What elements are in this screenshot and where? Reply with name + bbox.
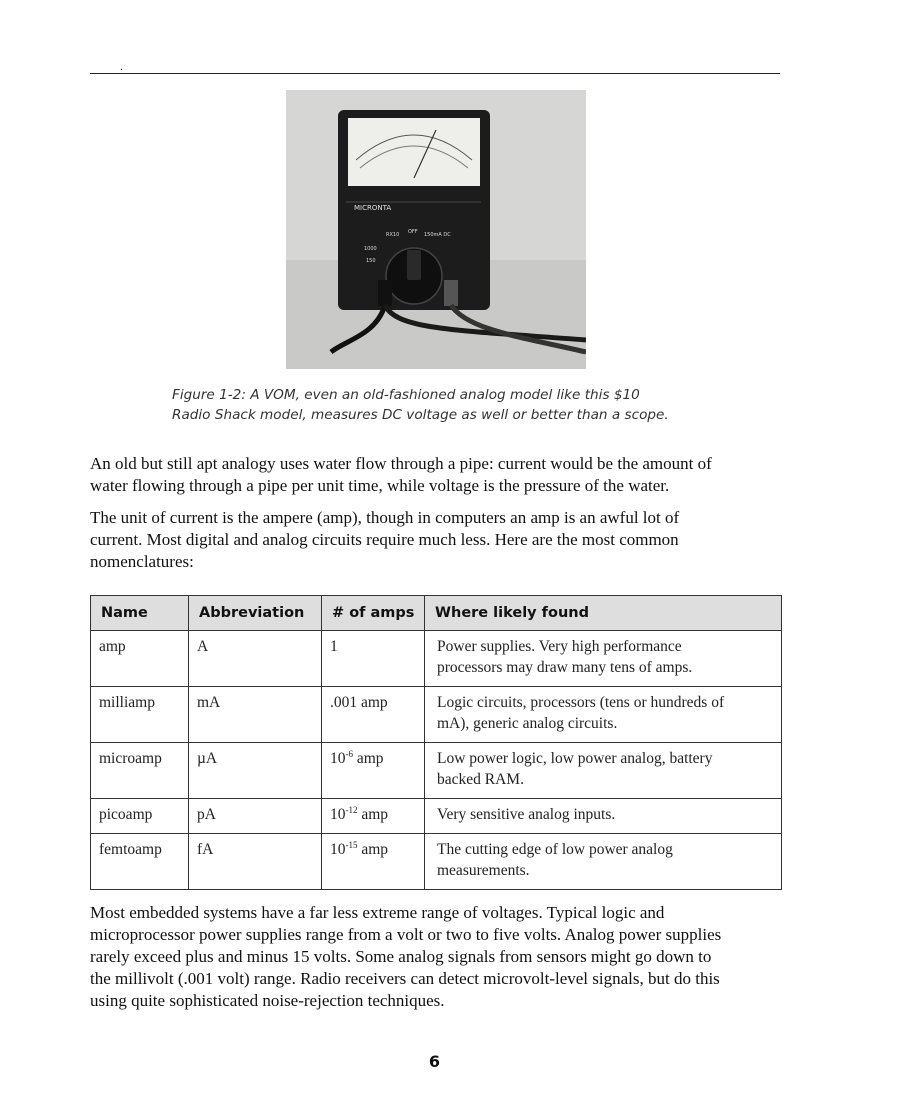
cell-where-found — [425, 799, 782, 834]
amps-unit: amp — [353, 750, 384, 767]
amps-exponent: -6 — [345, 748, 353, 759]
where-line: The cutting edge of low power analog — [437, 841, 673, 858]
paragraph-line: nomenclatures: — [90, 552, 194, 571]
caption-line: Radio Shack model, measures DC voltage as well or better than a scope. — [172, 407, 669, 423]
page-number: 6 — [428, 1052, 441, 1071]
meter-label-ma: 150mA DC — [424, 232, 451, 238]
paragraph-unit-of-current — [90, 507, 790, 573]
where-line: mA), generic analog circuits. — [437, 715, 618, 732]
paragraph-line: using quite sophisticated noise-rejection techniques. — [90, 991, 445, 1010]
cell-name: microamp — [91, 743, 189, 799]
cell-amps — [322, 631, 425, 687]
figure-caption — [172, 385, 772, 425]
where-line: Power supplies. Very high performance — [437, 638, 682, 655]
table-row — [91, 631, 782, 687]
cell-where-found — [425, 687, 782, 743]
cell-amps — [322, 687, 425, 743]
amps-base: 10 — [330, 841, 346, 858]
header-where-found: Where likely found — [425, 596, 782, 631]
cell-amps — [322, 834, 425, 890]
cell-name: femtoamp — [91, 834, 189, 890]
meter-label-1000: 1000 — [364, 246, 377, 252]
where-line: measurements. — [437, 862, 530, 879]
black-probe-plug — [378, 280, 392, 306]
caption-line: Figure 1-2: A VOM, even an old-fashioned analog model like this $10 — [172, 387, 640, 403]
cell-abbreviation: µA — [189, 743, 322, 799]
cell-abbreviation: A — [189, 631, 322, 687]
table-row — [91, 834, 782, 890]
paragraph-line: water flowing through a pipe per unit time, while voltage is the pressure of the water. — [90, 476, 670, 495]
header-abbreviation: Abbreviation — [189, 596, 322, 631]
cell-amps — [322, 743, 425, 799]
cell-amps — [322, 799, 425, 834]
cell-abbreviation: mA — [189, 687, 322, 743]
paragraph-voltage-ranges — [90, 902, 790, 1012]
paragraph-water-analogy — [90, 453, 790, 497]
paragraph-line: An old but still apt analogy uses water flow through a pipe: current would be the amount of — [90, 454, 712, 473]
cell-name: milliamp — [91, 687, 189, 743]
meter-dial-window — [348, 118, 480, 186]
header-amps: # of amps — [322, 596, 425, 631]
cell-abbreviation: fA — [189, 834, 322, 890]
paragraph-line: The unit of current is the ampere (amp), though in computers an amp is an awful lot of — [90, 508, 680, 527]
vom-meter-illustration — [286, 90, 586, 369]
table-row — [91, 799, 782, 834]
cell-abbreviation: pA — [189, 799, 322, 834]
header-rule — [90, 73, 780, 74]
table-row — [91, 687, 782, 743]
table-row — [91, 743, 782, 799]
where-line: Logic circuits, processors (tens or hundreds of — [437, 694, 725, 711]
cell-where-found — [425, 631, 782, 687]
table-header-row — [91, 596, 782, 631]
amps-exponent: -15 — [345, 839, 358, 850]
paragraph-line: current. Most digital and analog circuits require much less. Here are the most common — [90, 530, 679, 549]
meter-label-rx: RX10 — [386, 232, 400, 238]
header-name: Name — [91, 596, 189, 631]
figure-vom-photo — [286, 90, 586, 369]
meter-brand: MICRONTA — [354, 204, 392, 212]
cell-name: picoamp — [91, 799, 189, 834]
meter-label-off: OFF — [408, 229, 418, 235]
paragraph-line: rarely exceed plus and minus 15 volts. Some analog signals from sensors might go down to — [90, 947, 712, 966]
amps-base: 1 — [330, 638, 338, 655]
amps-base: 10 — [330, 750, 346, 767]
header-mark: . — [120, 59, 123, 73]
paragraph-line: the millivolt (.001 volt) range. Radio receivers can detect microvolt-level signals, but do this — [90, 969, 720, 988]
amps-base: 10 — [330, 806, 346, 823]
cell-name: amp — [91, 631, 189, 687]
where-line: Low power logic, low power analog, battery — [437, 750, 713, 767]
paragraph-line: Most embedded systems have a far less extreme range of voltages. Typical logic and — [90, 903, 665, 922]
amps-unit: amp — [357, 806, 389, 823]
where-line: Very sensitive analog inputs. — [437, 806, 616, 823]
cell-where-found — [425, 834, 782, 890]
amps-base: .001 amp — [330, 694, 388, 711]
current-units-table — [90, 595, 782, 890]
amps-unit: amp — [357, 841, 389, 858]
paragraph-line: microprocessor power supplies range from a volt or two to five volts. Analog power supplies — [90, 925, 722, 944]
meter-label-150: 150 — [366, 258, 376, 264]
where-line: processors may draw many tens of amps. — [437, 659, 693, 676]
red-probe-plug — [444, 280, 458, 306]
cell-where-found — [425, 743, 782, 799]
amps-exponent: -12 — [345, 804, 358, 815]
where-line: backed RAM. — [437, 771, 524, 788]
